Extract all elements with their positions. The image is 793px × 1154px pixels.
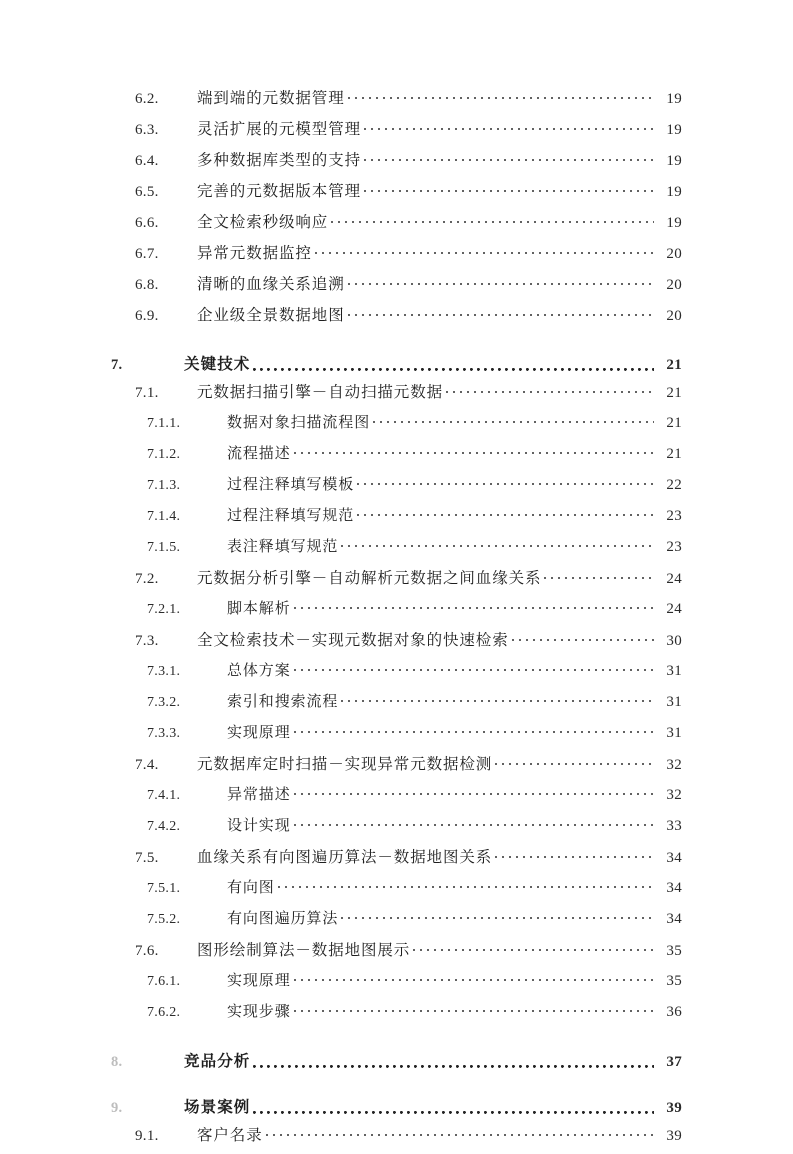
- toc-dot-leader: [253, 359, 654, 374]
- toc-entry-number: 7.5.1.: [147, 881, 181, 896]
- toc-entry-page-number: 19: [666, 91, 682, 107]
- toc-entry-page-number: 35: [666, 943, 682, 959]
- toc-entry-page-number: 34: [666, 911, 682, 927]
- toc-entry[interactable]: [0, 876, 793, 907]
- toc-entry-page-number: 32: [666, 787, 682, 803]
- toc-dot-leader: [357, 474, 654, 489]
- toc-dot-leader: [266, 1125, 654, 1140]
- toc-entry-number: 6.6.: [135, 215, 159, 231]
- toc-entry-title: 设计实现: [227, 818, 291, 834]
- toc-dot-leader: [373, 412, 654, 427]
- toc-entry-number: 7.4.: [135, 757, 159, 773]
- toc-entry-number: 7.4.1.: [147, 788, 181, 803]
- toc-entry-number: 7.6.: [135, 943, 159, 959]
- toc-entry-title: 异常描述: [227, 787, 291, 803]
- toc-entry-title: 元数据库定时扫描－实现异常元数据检测: [197, 756, 493, 773]
- toc-entry-number: 9.: [111, 1100, 123, 1116]
- toc-entry-page-number: 20: [666, 246, 682, 262]
- toc-dot-leader: [294, 815, 654, 830]
- toc-entry-page-number: 20: [666, 277, 682, 293]
- toc-entry-title: 实现步骤: [227, 1004, 291, 1020]
- toc-entry-number: 6.3.: [135, 122, 159, 138]
- toc-dot-leader: [357, 505, 654, 520]
- toc-dot-leader: [348, 274, 654, 289]
- toc-entry-title: 血缘关系有向图遍历算法－数据地图关系: [197, 849, 493, 866]
- toc-entry[interactable]: [0, 814, 793, 845]
- toc-entry-page-number: 19: [666, 215, 682, 231]
- toc-entry-title: 图形绘制算法－数据地图展示: [197, 942, 411, 959]
- toc-dot-leader: [294, 784, 654, 799]
- toc-entry[interactable]: [0, 907, 793, 938]
- toc-entry-number: 6.7.: [135, 246, 159, 262]
- toc-entry-title: 客户名录: [197, 1127, 263, 1144]
- toc-entry-number: 7.6.1.: [147, 974, 181, 989]
- toc-entry[interactable]: [0, 473, 793, 504]
- toc-entry-title: 流程描述: [227, 446, 291, 462]
- toc-entry-title: 清晰的血缘关系追溯: [197, 276, 345, 293]
- toc-entry-title: 过程注释填写模板: [227, 477, 355, 493]
- toc-entry-title: 完善的元数据版本管理: [197, 183, 362, 200]
- toc-dot-leader: [341, 536, 654, 551]
- toc-entry-number: 7.3.: [135, 633, 159, 649]
- toc-entry-number: 7.1.: [135, 385, 159, 401]
- toc-dot-leader: [495, 754, 654, 769]
- toc-entry[interactable]: [0, 1031, 793, 1077]
- toc-entry-title: 场景案例: [184, 1099, 251, 1116]
- toc-dot-leader: [544, 568, 654, 583]
- toc-entry-title: 表注释填写规范: [227, 539, 339, 555]
- toc-entry-page-number: 34: [666, 880, 682, 896]
- toc-entry-title: 数据对象扫描流程图: [227, 415, 371, 431]
- toc-entry-title: 异常元数据监控: [197, 245, 312, 262]
- toc-entry[interactable]: [0, 504, 793, 535]
- toc-entry[interactable]: [0, 241, 793, 272]
- toc-entry-title: 实现原理: [227, 973, 291, 989]
- toc-entry-page-number: 19: [666, 153, 682, 169]
- toc-entry-title: 过程注释填写规范: [227, 508, 355, 524]
- toc-entry-number: 8.: [111, 1054, 123, 1070]
- toc-entry-number: 7.5.: [135, 850, 159, 866]
- toc-entry-page-number: 24: [666, 571, 682, 587]
- toc-entry-page-number: 21: [666, 446, 682, 462]
- toc-entry-number: 7.2.1.: [147, 602, 181, 617]
- toc-entry-page-number: 34: [666, 850, 682, 866]
- toc-dot-leader: [341, 908, 654, 923]
- toc-entry-title: 灵活扩展的元模型管理: [197, 121, 362, 138]
- toc-entry[interactable]: [0, 117, 793, 148]
- toc-entry-page-number: 39: [666, 1100, 682, 1116]
- toc-entry-title: 关键技术: [184, 356, 251, 373]
- toc-entry-number: 7.: [111, 357, 123, 373]
- toc-entry[interactable]: [0, 597, 793, 628]
- toc-entry-title: 实现原理: [227, 725, 291, 741]
- toc-dot-leader: [512, 630, 654, 645]
- toc-entry-number: 6.5.: [135, 184, 159, 200]
- toc-entry-page-number: 39: [666, 1128, 682, 1144]
- toc-entry-title: 索引和搜索流程: [227, 694, 339, 710]
- toc-entry-title: 脚本解析: [227, 601, 291, 617]
- toc-entry-title: 全文检索秒级响应: [197, 214, 329, 231]
- toc-entry-page-number: 30: [666, 633, 682, 649]
- toc-entry[interactable]: [0, 1123, 793, 1154]
- toc-entry[interactable]: [0, 1077, 793, 1123]
- toc-dot-leader: [348, 88, 654, 103]
- toc-dot-leader: [348, 305, 654, 320]
- toc-entry-number: 6.4.: [135, 153, 159, 169]
- toc-entry-title: 竞品分析: [184, 1053, 251, 1070]
- toc-dot-leader: [294, 722, 654, 737]
- toc-entry[interactable]: [0, 845, 793, 876]
- toc-entry[interactable]: [0, 721, 793, 752]
- toc-entry-page-number: 23: [666, 508, 682, 524]
- toc-entry[interactable]: [0, 628, 793, 659]
- toc-entry-page-number: 23: [666, 539, 682, 555]
- toc-entry[interactable]: [0, 411, 793, 442]
- toc-entry-title: 有向图: [227, 880, 275, 896]
- toc-entry-number: 7.1.5.: [147, 540, 181, 555]
- toc-entry-page-number: 20: [666, 308, 682, 324]
- toc-entry-number: 7.1.3.: [147, 478, 181, 493]
- toc-entry-number: 6.8.: [135, 277, 159, 293]
- toc-entry-number: 7.6.2.: [147, 1005, 181, 1020]
- toc-entry[interactable]: [0, 690, 793, 721]
- toc-entry-number: 7.2.: [135, 571, 159, 587]
- toc-entry[interactable]: [0, 783, 793, 814]
- toc-entry[interactable]: [0, 148, 793, 179]
- toc-entry-title: 全文检索技术－实现元数据对象的快速检索: [197, 632, 509, 649]
- toc-entry-page-number: 24: [666, 601, 682, 617]
- toc-entry-page-number: 21: [666, 357, 682, 373]
- toc-entry[interactable]: [0, 938, 793, 969]
- toc-entry-number: 7.1.2.: [147, 447, 181, 462]
- toc-dot-leader: [315, 243, 654, 258]
- toc-entry-page-number: 31: [666, 694, 682, 710]
- toc-dot-leader: [341, 691, 654, 706]
- toc-entry-title: 总体方案: [227, 663, 291, 679]
- toc-entry-number: 7.5.2.: [147, 912, 181, 927]
- toc-entry-number: 9.1.: [135, 1128, 159, 1144]
- toc-entry-page-number: 32: [666, 757, 682, 773]
- toc-entry-number: 7.1.1.: [147, 416, 181, 431]
- toc-entry-title: 企业级全景数据地图: [197, 307, 345, 324]
- toc-entry[interactable]: [0, 272, 793, 303]
- toc-dot-leader: [294, 1001, 654, 1016]
- toc-entry-page-number: 19: [666, 184, 682, 200]
- toc-entry-title: 有向图遍历算法: [227, 911, 339, 927]
- toc-entry-page-number: 19: [666, 122, 682, 138]
- toc-entry-number: 7.3.2.: [147, 695, 181, 710]
- toc-dot-leader: [331, 212, 654, 227]
- toc-dot-leader: [294, 970, 654, 985]
- toc-entry-page-number: 33: [666, 818, 682, 834]
- toc-entry-page-number: 31: [666, 725, 682, 741]
- toc-dot-leader: [253, 1102, 654, 1117]
- toc-dot-leader: [294, 443, 654, 458]
- toc-dot-leader: [495, 847, 654, 862]
- toc-dot-leader: [294, 660, 654, 675]
- toc-entry-title: 端到端的元数据管理: [197, 90, 345, 107]
- toc-entry-number: 7.3.3.: [147, 726, 181, 741]
- toc-entry[interactable]: [0, 86, 793, 117]
- toc-entry-page-number: 31: [666, 663, 682, 679]
- toc-entry-number: 7.1.4.: [147, 509, 181, 524]
- toc-entry[interactable]: [0, 210, 793, 241]
- toc-dot-leader: [253, 1056, 654, 1071]
- toc-entry-number: 6.2.: [135, 91, 159, 107]
- toc-dot-leader: [294, 598, 654, 613]
- toc-entry[interactable]: [0, 442, 793, 473]
- toc-entry-page-number: 22: [666, 477, 682, 493]
- toc-entry-title: 元数据分析引擎－自动解析元数据之间血缘关系: [197, 570, 542, 587]
- toc-entry[interactable]: [0, 380, 793, 411]
- toc-entry-page-number: 35: [666, 973, 682, 989]
- toc-entry[interactable]: [0, 179, 793, 210]
- toc-entry-page-number: 37: [666, 1054, 682, 1070]
- toc-entry[interactable]: [0, 566, 793, 597]
- toc-entry[interactable]: [0, 969, 793, 1000]
- toc-entry[interactable]: [0, 1000, 793, 1031]
- toc-entry-page-number: 21: [666, 385, 682, 401]
- toc-entry-page-number: 21: [666, 415, 682, 431]
- toc-entry-page-number: 36: [666, 1004, 682, 1020]
- toc-dot-leader: [364, 119, 654, 134]
- toc-dot-leader: [364, 150, 654, 165]
- toc-entry-title: 多种数据库类型的支持: [197, 152, 362, 169]
- toc-entry[interactable]: [0, 334, 793, 380]
- toc-entry-number: 6.9.: [135, 308, 159, 324]
- toc-entry-number: 7.4.2.: [147, 819, 181, 834]
- table-of-contents: [0, 86, 793, 1154]
- toc-dot-leader: [278, 877, 654, 892]
- toc-entry[interactable]: [0, 659, 793, 690]
- toc-entry[interactable]: [0, 535, 793, 566]
- toc-dot-leader: [364, 181, 654, 196]
- toc-dot-leader: [446, 382, 654, 397]
- toc-entry-title: 元数据扫描引擎－自动扫描元数据: [197, 384, 444, 401]
- toc-entry-number: 7.3.1.: [147, 664, 181, 679]
- toc-entry[interactable]: [0, 303, 793, 334]
- toc-dot-leader: [413, 940, 654, 955]
- toc-entry[interactable]: [0, 752, 793, 783]
